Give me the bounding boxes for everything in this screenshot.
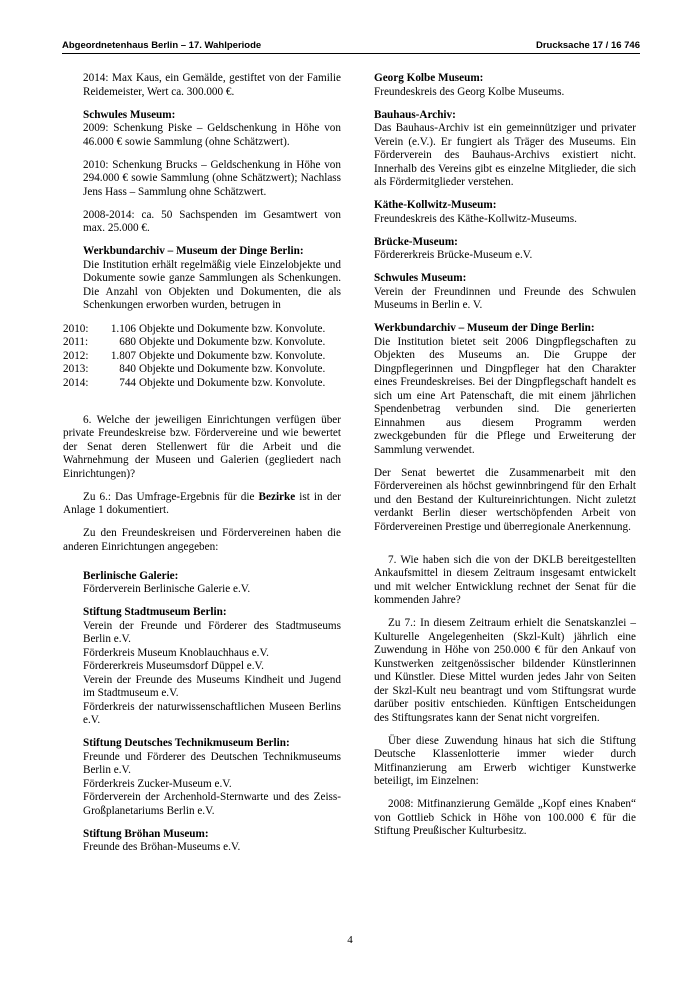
kaus-entry: 2014: Max Kaus, ein Gemälde, gestiftet von der Familie Reidemeister, Wert ca. 300.000 €. bbox=[83, 72, 341, 98]
bauhaus-section bbox=[374, 109, 636, 190]
list-item: 2013: 840 Objekte und Dokumente bzw. Konvolute. bbox=[63, 363, 326, 375]
header-right: Drucksache 17 / 16 746 bbox=[535, 40, 640, 51]
list-item: 2010: 1.106 Objekte und Dokumente bzw. Konvolute. bbox=[63, 322, 326, 335]
section-heading: Stiftung Deutsches Technikmuseum Berlin: bbox=[83, 737, 290, 749]
technik-section bbox=[83, 737, 341, 818]
list-item: Förderkreis Museum Knoblauchhaus e.V. bbox=[83, 646, 269, 659]
section-heading: Schwules Museum: bbox=[83, 108, 176, 121]
section-heading: Bauhaus-Archiv: bbox=[374, 108, 456, 121]
answer-7-item: 2008: Mitfinanzierung Gemälde „Kopf eines Knaben“ von Gottlieb Schick in Höhe von 100.000 € für die Stiftung Preußischer Kulturbesitz. bbox=[374, 798, 636, 837]
section-heading: Werkbundarchiv – Museum der Dinge Berlin: bbox=[374, 322, 595, 334]
page-header bbox=[62, 40, 640, 54]
werkbund-section bbox=[83, 245, 341, 313]
section-heading: Berlinische Galerie: bbox=[83, 569, 179, 582]
list-item: Verein der Freunde des Museums Kindheit und Jugend im Stadtmuseum e.V. bbox=[83, 673, 341, 699]
senat-assessment: Der Senat bewertet die Zusammenarbeit mit den Fördervereinen als höchst gewinnbringend für den Erhalt und den Bestand der Kultureinrichtungen. Nicht zuletzt verdankt Berlin dieser wertschöpfenden Arbeit von Fördervereinen Prestige und überregionale Anerkennung. bbox=[374, 466, 636, 533]
list-item: Förderkreis der naturwissenschaftlichen Museen Berlins e.V. bbox=[83, 700, 341, 726]
answer-6-intro: Zu den Freundeskreisen und Fördervereinen haben die anderen Einrichtungen angegeben: bbox=[63, 527, 341, 553]
answer-7: Zu 7.: In diesem Zeitraum erhielt die Senatskanzlei – Kulturelle Angelegenheiten (Skzl-Kult) jährlich eine Zuwendung in Höhe von 250.000 € für den Ankauf von Kunstwerken zeitgenössischer bildender Künstlerinnen und Künstler. Diese Mittel wurden jedes Jahr von Seiten der Skzl-Kult neu beantragt und vom Stiftungsrat wurde darüber positiv entschieden. Künftigen Entscheidungen des Stiftungsrates kann der Senat nicht vorgreifen. bbox=[374, 617, 636, 724]
paragraph: 2008-2014: ca. 50 Sachspenden im Gesamtwert von max. 25.000 €. bbox=[83, 208, 341, 234]
paragraph: Freundeskreis des Georg Kolbe Museums. bbox=[374, 85, 565, 98]
list-item: 2012: 1.807 Objekte und Dokumente bzw. Konvolute. bbox=[63, 349, 326, 362]
list-item: Förderkreis Zucker-Museum e.V. bbox=[83, 777, 232, 790]
list-item: Förderverein Berlinische Galerie e.V. bbox=[83, 583, 251, 595]
kollwitz-section bbox=[374, 199, 636, 226]
section-heading: Käthe-Kollwitz-Museum: bbox=[374, 199, 497, 211]
question-6: 6. Welche der jeweiligen Einrichtungen verfügen über private Freundeskreise bzw. Fördervereine und wie bewertet der Senat deren Stellenwert für die Arbeit und die Wahrnehmung der Museen und Galerien (gegliedert nach Einrichtungen)? bbox=[63, 413, 341, 480]
header-left: Abgeordnetenhaus Berlin – 17. Wahlperiode bbox=[62, 40, 262, 51]
berlinische-section bbox=[83, 570, 341, 597]
bruecke-section bbox=[374, 236, 636, 263]
list-item: 2011: 680 Objekte und Dokumente bzw. Konvolute. bbox=[63, 336, 326, 348]
paragraph: Freundeskreis des Käthe-Kollwitz-Museums. bbox=[374, 212, 577, 225]
kolbe-section bbox=[374, 72, 636, 99]
paragraph: 2009: Schenkung Piske – Geldschenkung in Höhe von 46.000 € sowie Sammlung (ohne Schätzwert). bbox=[83, 122, 341, 148]
list-item: Freunde des Bröhan-Museums e.V. bbox=[83, 841, 241, 853]
section-heading: Stiftung Bröhan Museum: bbox=[83, 827, 209, 840]
section-heading: Georg Kolbe Museum: bbox=[374, 72, 484, 84]
section-heading: Stiftung Stadtmuseum Berlin: bbox=[83, 606, 227, 618]
paragraph: Die Institution erhält regelmäßig viele Einzelobjekte und Dokumente sowie ganze Sammlungen als Schenkungen. Die Anzahl von Objekten und Dokumenten, die als Schenkungen erworben wurden, betrugen in bbox=[83, 258, 341, 311]
schwules-right-section bbox=[374, 272, 636, 313]
schwules-section bbox=[83, 109, 341, 236]
paragraph: 2010: Schenkung Brucks – Geldschenkung in Höhe von 294.000 € sowie Sammlung (ohne Schätzwert); Nachlass Jens Hass – Sammlung ohne Schätzwert. bbox=[83, 158, 341, 198]
question-7: 7. Wie haben sich die von der DKLB bereitgestellten Ankaufsmittel in diesem Zeitraum insgesamt entwickelt und mit welcher Entwicklung rechnet der Senat für die kommenden Jahre? bbox=[374, 553, 636, 606]
stadtmuseum-section bbox=[83, 606, 341, 728]
paragraph: Die Institution bietet seit 2006 Dingpflegschaften zu Objekten des Museums an. Die Gruppe der Dingpflegerinnen und Dingpfleger hat den Charakter eines Freundeskreises. Bei der Dingpflegschaft handelt es sich um eine Art Patenschaft, die mit einem jährlichen Spendenbetrag verbunden sind. Die generierten Einnahmen aus diesem Programm werden zweckgebunden für die Pflege und Erweiterung der Sammlung verwendet. bbox=[374, 335, 636, 456]
answer-6: Zu 6.: Das Umfrage-Ergebnis für die Bezirke ist in der Anlage 1 dokumentiert. bbox=[63, 490, 341, 516]
list-item: Verein der Freunde und Förderer des Stadtmuseums Berlin e.V. bbox=[83, 619, 341, 645]
broehan-section bbox=[83, 828, 341, 855]
donation-year-list bbox=[63, 323, 341, 391]
left-column bbox=[63, 72, 341, 864]
list-item: Freunde und Förderer des Deutschen Technikmuseums Berlin e.V. bbox=[83, 750, 341, 776]
paragraph: Verein der Freundinnen und Freunde des Schwulen Museums in Berlin e. V. bbox=[374, 285, 636, 311]
section-heading: Werkbundarchiv – Museum der Dinge Berlin: bbox=[83, 245, 304, 257]
paragraph: Fördererkreis Brücke-Museum e.V. bbox=[374, 249, 533, 261]
werkbund-right-section bbox=[374, 322, 636, 457]
answer-7-extra: Über diese Zuwendung hinaus hat sich die Stiftung Deutsche Klassenlotterie immer wieder durch Mitfinanzierung am Erwerb wichtiger Kunstwerke beteiligt, im Einzelnen: bbox=[374, 734, 636, 787]
section-heading: Brücke-Museum: bbox=[374, 235, 458, 248]
list-item: Fördererkreis Museumsdorf Düppel e.V. bbox=[83, 660, 264, 672]
right-column bbox=[374, 72, 636, 848]
list-item: 2014: 744 Objekte und Dokumente bzw. Konvolute. bbox=[63, 376, 326, 389]
section-heading: Schwules Museum: bbox=[374, 272, 467, 284]
page-number: 4 bbox=[347, 934, 353, 946]
list-item: Förderverein der Archenhold-Sternwarte und des Zeiss-Großplanetariums Berlin e.V. bbox=[83, 791, 341, 817]
paragraph: Das Bauhaus-Archiv ist ein gemeinnütziger und privater Verein (e.V.). Er fungiert als Träger des Museums. Ein Förderverein des Bauhaus-Archivs existiert nicht. Innerhalb des Vereins gibt es einzelne Mitglieder, die sich als Fördermitglieder verstehen. bbox=[374, 122, 636, 188]
